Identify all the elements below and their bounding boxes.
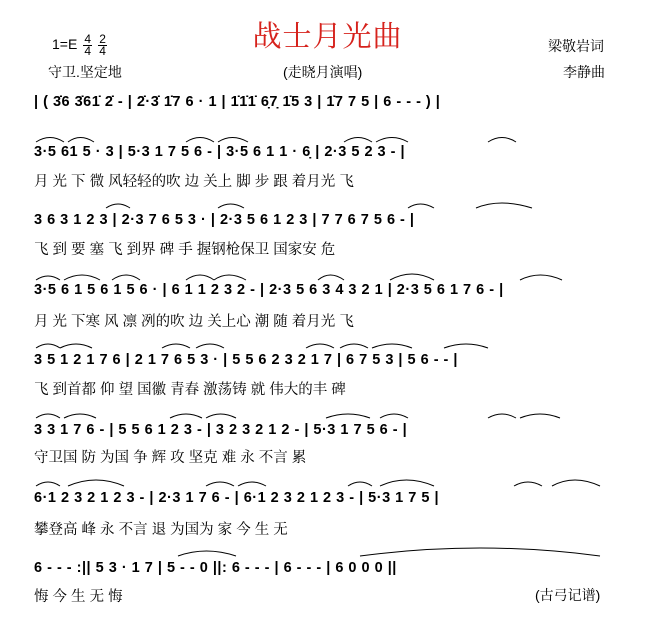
singer: (走晓月演唱) xyxy=(283,64,363,80)
score-line-8-notes: 6 - - - :|| 5 3 · 1 7 | 5 - - 0 ||: 6 - - - | 6 - - - | 6 0 0 0 || xyxy=(34,560,397,576)
time-sig-1-bottom: 4 xyxy=(84,44,92,58)
score-line-3-lyrics: 飞 到 要 塞 飞 到界 碑 手 握钢枪保卫 国家安 危 xyxy=(34,242,336,258)
score-line-7-lyrics: 攀登高 峰 永 不言 退 为国为 家 今 生 无 xyxy=(34,522,288,538)
time-sig-1-top: 4 xyxy=(84,32,92,46)
score-line-5-notes: 3 5 1 2 1 7 6 | 2 1 7 6 5 3 · | 5 5 6 2 3 2 1 7 | 6 7 5 3 | 5 6 - - | xyxy=(34,352,458,368)
score-line-2-lyrics: 月 光 下 微 风轻轻的吹 边 关上 脚 步 跟 着月光 飞 xyxy=(34,174,354,190)
page-title: 战士月光曲 xyxy=(252,19,403,53)
key-label: 1=E xyxy=(52,36,78,53)
score-line-5-lyrics: 飞 到首都 仰 望 国徽 青春 激荡铸 就 伟大的丰 碑 xyxy=(34,382,346,398)
transcriber-note: (古弓记谱) xyxy=(535,587,601,603)
time-sig-2-bottom: 4 xyxy=(99,44,106,58)
subtitle: 守卫.坚定地 xyxy=(48,64,122,80)
time-sig-2-top: 2 xyxy=(99,32,106,46)
score-line-3-notes: 3 6 3 1 2 3 | 2·3 7 6 5 3 · | 2·3 5 6 1 2 3 | 7 7 6 7 5 6 - | xyxy=(34,212,415,228)
score-line-6-lyrics: 守卫国 防 为国 争 辉 攻 坚克 难 永 不言 累 xyxy=(34,450,307,466)
score-line-4-lyrics: 月 光 下寒 风 凛 冽的吹 边 关上心 潮 随 着月光 飞 xyxy=(34,314,354,330)
lyricist: 梁敬岩词 xyxy=(548,38,604,54)
score-line-4-notes: 3·5 6 1 5 6 1 5 6 · | 6 1 1 2 3 2 - | 2·3 5 6 3 4 3 2 1 | 2·3 5 6 1 7 6 - | xyxy=(34,282,504,298)
score-line-8-lyrics: 悔 今 生 无 悔 xyxy=(34,589,123,605)
score-line-7-notes: 6·1 2 3 2 1 2 3 - | 2·3 1 7 6 - | 6·1 2 3 2 1 2 3 - | 5·3 1 7 5 | xyxy=(34,490,439,506)
score-line-1-notes: | ( 3̇6 3̇61̇ 2̇ - | 2̇·3̇ 1̇7 6 · 1 | 1̇1̇1̇ 6̣7̣ 1̇5 3 | 1̇7 7 5 | 6 - - - ) | xyxy=(34,94,441,110)
score-line-6-notes: 3 3 1 7 6 - | 5 5 6 1 2 3 - | 3 2 3 2 1 2 - | 5·3 1 7 5 6 - | xyxy=(34,422,408,438)
score-line-2-notes: 3·5 61 5 · 3 | 5·3 1 7 5 6 - | 3·5 6 1 1 · 6̣ | 2·3 5 2 3 - | xyxy=(34,144,406,160)
composer: 李静曲 xyxy=(563,64,605,80)
